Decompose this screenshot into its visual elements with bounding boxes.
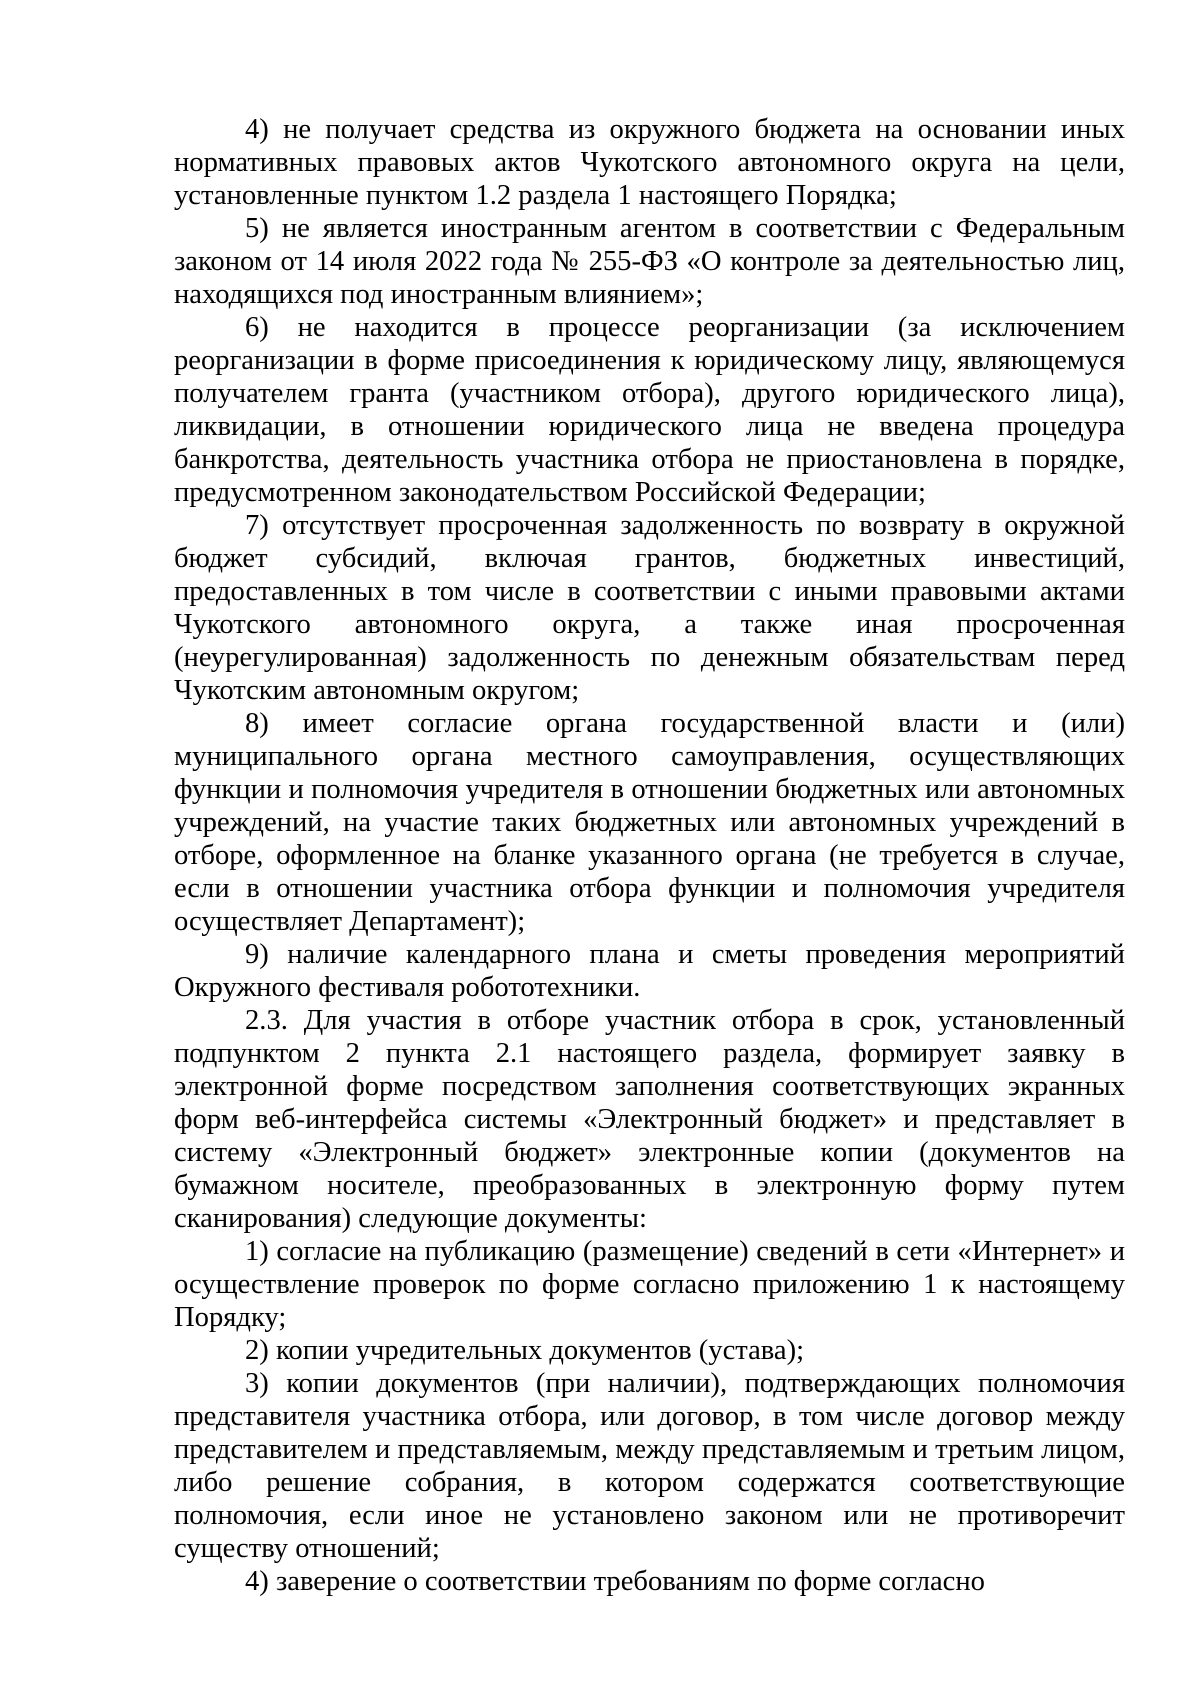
paragraph-item-4-not-receiving-funds: 4) не получает средства из окружного бюджета на основании иных нормативных правовых актов Чукотского автономного округа на цели, установленные пунктом 1.2 раздела 1 настоящего Порядка; (174, 114, 1125, 211)
paragraph-item-8-founder-consent: 8) имеет согласие органа государственной власти и (или) муниципального органа местного самоуправления, осуществляющих функции и полномочия учредителя в отношении бюджетных или автономных учреждений, на участие таких бюджетных или автономных учреждений в отборе, оформленное на бланке указанного органа (не требуется в случае, если в отношении участника отбора функции и полномочия учредителя осуществляет Департамент); (174, 708, 1125, 937)
paragraph-item-5-foreign-agent: 5) не является иностранным агентом в соответствии с Федеральным законом от 14 июля 2022 года № 255-ФЗ «О контроле за деятельностью лиц, находящихся под иностранным влиянием»; (174, 213, 1125, 310)
paragraph-doc-4-compliance-assurance: 4) заверение о соответствии требованиям по форме согласно (245, 1566, 985, 1597)
paragraph-doc-1-consent-publication: 1) согласие на публикацию (размещение) сведений в сети «Интернет» и осуществление проверок по форме согласно приложению 1 к настоящему Порядку; (174, 1236, 1125, 1333)
paragraph-item-9-calendar-plan: 9) наличие календарного плана и сметы проведения мероприятий Окружного фестиваля робототехники. (174, 939, 1125, 1003)
paragraph-doc-2-charter-copies: 2) копии учредительных документов (устава); (245, 1335, 805, 1366)
paragraph-section-2-3: 2.3. Для участия в отборе участник отбора в срок, установленный подпунктом 2 пункта 2.1 настоящего раздела, формирует заявку в электронной форме посредством заполнения соответствующих экранных форм веб-интерфейса системы «Электронный бюджет» и представляет в систему «Электронный бюджет» электронные копии (документов на бумажном носителе, преобразованных в электронную форму путем сканирования) следующие документы: (174, 1005, 1125, 1234)
document-page (174, 113, 1125, 1598)
paragraph-doc-3-authority-documents: 3) копии документов (при наличии), подтверждающих полномочия представителя участника отбора, или договор, в том числе договор между представителем и представляемым, между представляемым и третьим лицом, либо решение собрания, в котором содержатся соответствующие полномочия, если иное не установлено законом или не противоречит существу отношений; (174, 1368, 1125, 1564)
paragraph-item-7-overdue-debt: 7) отсутствует просроченная задолженность по возврату в окружной бюджет субсидий, включая грантов, бюджетных инвестиций, предоставленных в том числе в соответствии с иными правовыми актами Чукотского автономного округа, а также иная просроченная (неурегулированная) задолженность по денежным обязательствам перед Чукотским автономным округом; (174, 510, 1125, 706)
paragraph-item-6-reorganization: 6) не находится в процессе реорганизации (за исключением реорганизации в форме присоединения к юридическому лицу, являющемуся получателем гранта (участником отбора), другого юридического лица), ликвидации, в отношении юридического лица не введена процедура банкротства, деятельность участника отбора не приостановлена в порядке, предусмотренном законодательством Российской Федерации; (174, 312, 1125, 508)
